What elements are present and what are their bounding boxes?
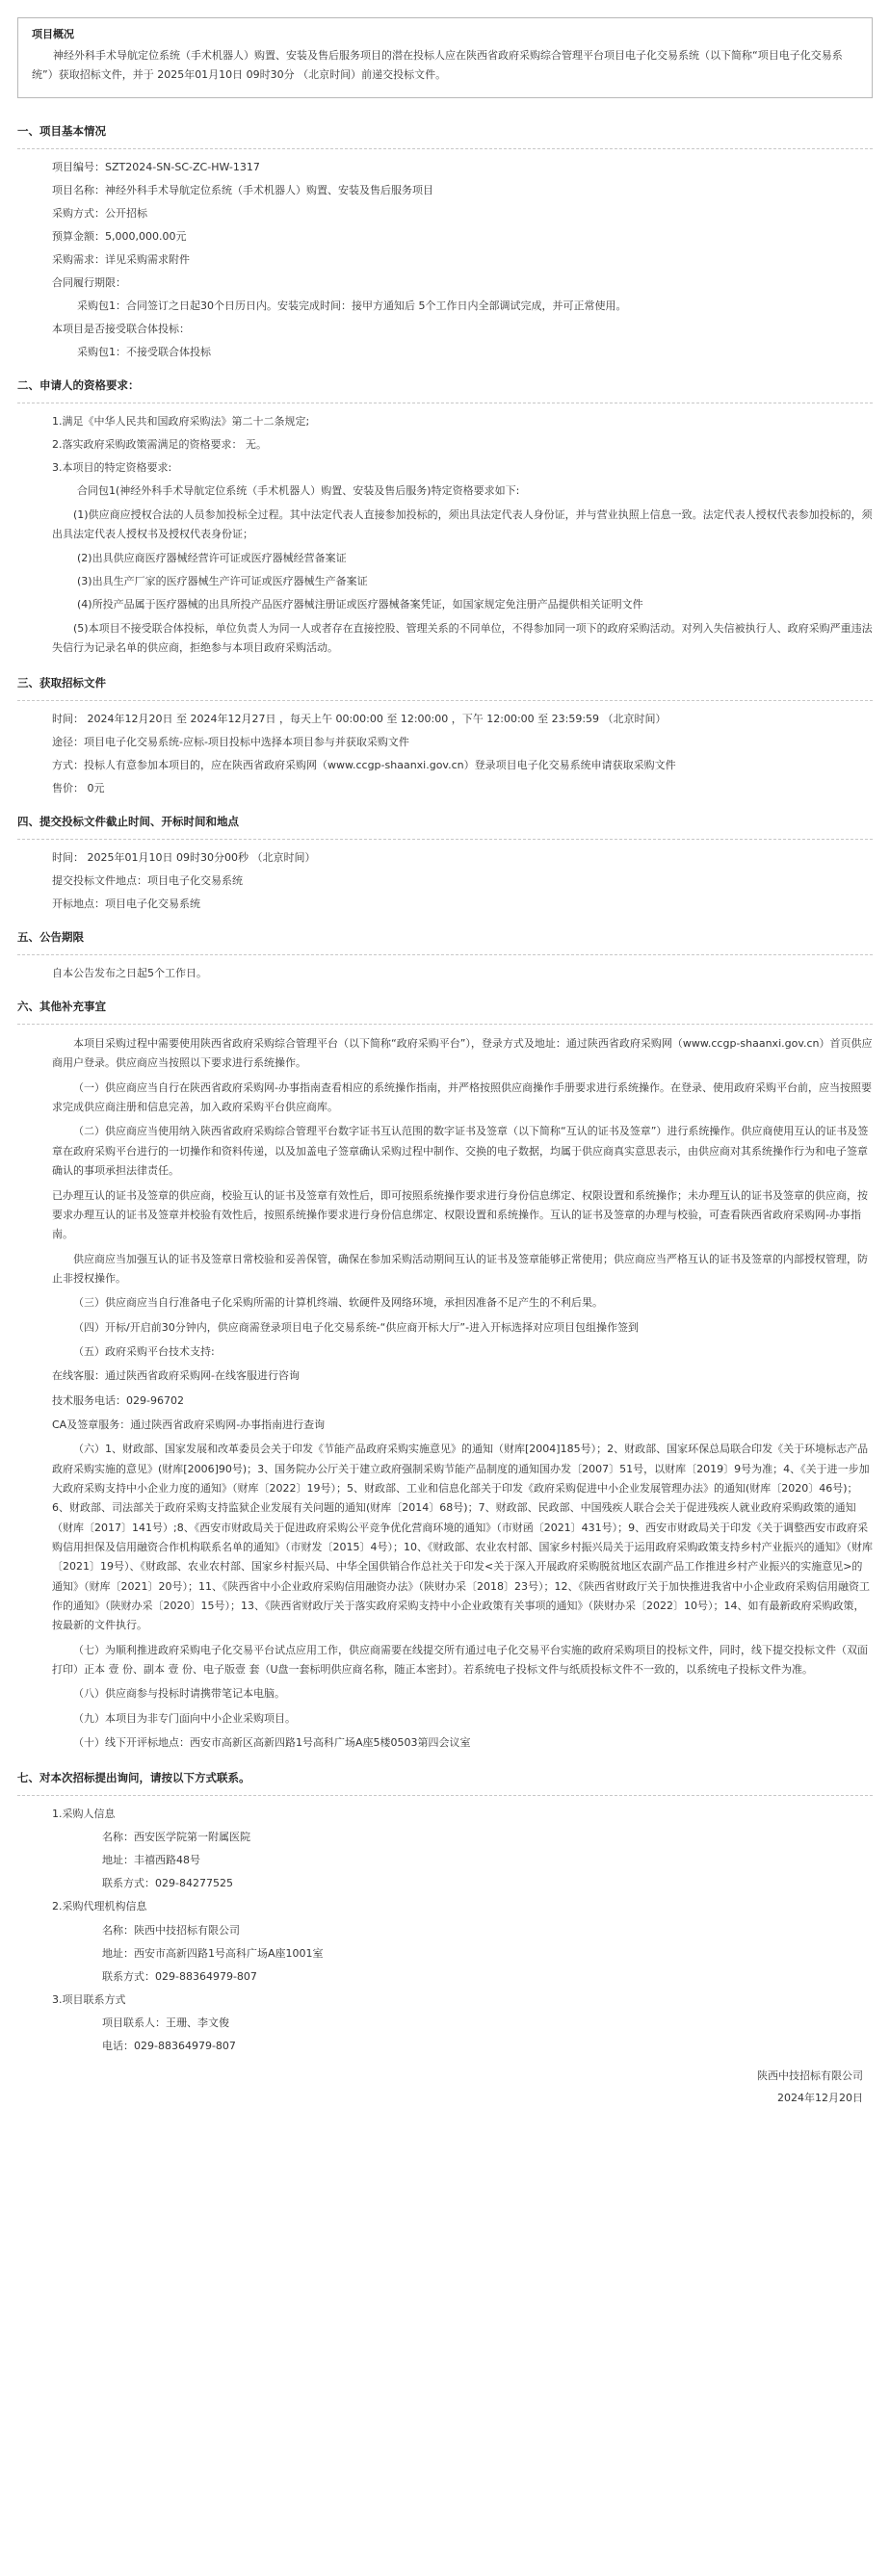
section-deadline bbox=[17, 810, 873, 912]
budget-amount: 预算金额：5,000,000.00元 bbox=[52, 229, 187, 243]
supplementary-paragraph: 已办理互认的证书及签章的供应商，校验互认的证书及签章有效性后，即可按照系统操作要求进行身份信息绑定、权限设置和系统操作；未办理互认的证书及签章的供应商，按要求办理互认的证书及签章并校验有效性后，按照系统操作要求进行身份信息绑定、权限设置和系统操作。互认的证书及签章的办理与校验，可查看陕西省政府采购网-办事指南。 bbox=[52, 1188, 868, 1241]
consortium-label: 本项目是否接受联合体投标： bbox=[52, 322, 190, 335]
section-qualifications bbox=[17, 374, 873, 659]
section-notice-period bbox=[17, 925, 873, 981]
section-heading: 四、提交投标文件截止时间、开标时间和地点 bbox=[17, 810, 873, 840]
supplementary-paragraph: （三）供应商应当自行准备电子化采购所需的计算机终端、软硬件及网络环境，承担因准备不足产生的不利后果。 bbox=[73, 1296, 603, 1310]
ca-signature-service: CA及签章服务：通过陕西省政府采购网-办事指南进行查询 bbox=[52, 1418, 326, 1431]
supplementary-paragraph: （八）供应商参与投标时请携带笔记本电脑。 bbox=[73, 1687, 285, 1701]
package-requirements-intro: 合同包1(神经外科手术导航定位系统（手术机器人）购置、安装及售后服务)特定资格要求如下: bbox=[77, 483, 520, 497]
requirement-item: (5)本项目不接受联合体投标，单位负责人为同一人或者存在直接控股、管理关系的不同单位，不得参加同一项下的政府采购活动。对列入失信被执行人、政府采购严重违法失信行为记录名单的供应商，拒绝参与本项目政府采购活动。 bbox=[52, 621, 873, 655]
tech-support-phone: 技术服务电话：029-96702 bbox=[52, 1393, 184, 1407]
section-basic-info bbox=[17, 119, 873, 360]
obtain-time: 时间： 2024年12月20日 至 2024年12月27日 ，每天上午 00:00:00 至 12:00:00 ，下午 12:00:00 至 23:59:59 （北京时间） bbox=[52, 713, 667, 726]
contract-term-value: 采购包1：合同签订之日起30个日历日内。安装完成时间：接甲方通知后 5个工作日内全部调试完成，并可正常使用。 bbox=[77, 299, 627, 312]
obtain-method: 方式：投标人有意参加本项目的，应在陕西省政府采购网（www.ccgp-shaanxi.gov.cn）登录项目电子化交易系统申请获取采购文件 bbox=[52, 759, 676, 772]
section-heading: 一、项目基本情况 bbox=[17, 119, 873, 149]
section-heading: 五、公告期限 bbox=[17, 925, 873, 955]
obtain-channel: 途径：项目电子化交易系统-应标-项目投标中选择本项目参与并获取采购文件 bbox=[52, 736, 409, 749]
opening-location: 开标地点：项目电子化交易系统 bbox=[52, 898, 200, 911]
overview-title: 项目概况 bbox=[32, 28, 74, 40]
signature-date: 2024年12月20日 bbox=[777, 2091, 863, 2104]
agency-phone: 联系方式：029-88364979-807 bbox=[102, 1969, 257, 1983]
consortium-value: 采购包1：不接受联合体投标 bbox=[77, 345, 211, 358]
supplementary-paragraph: （五）政府采购平台技术支持: bbox=[73, 1344, 215, 1358]
requirement-item: (3)出具生产厂家的医疗器械生产许可证或医疗器械生产备案证 bbox=[77, 574, 368, 587]
section-obtain-documents bbox=[17, 671, 873, 796]
supplementary-paragraph: （十）线下开评标地点：西安市高新区高新四路1号高科广场A座5楼0503第四会议室 bbox=[73, 1736, 471, 1750]
section-heading: 六、其他补充事宜 bbox=[17, 995, 873, 1025]
agency-title: 2.采购代理机构信息 bbox=[52, 1900, 147, 1913]
supplementary-paragraph: 供应商应当加强互认的证书及签章日常校验和妥善保管，确保在参加采购活动期间互认的证书及签章能够正常使用；供应商应当严格互认的证书及签章的内部授权管理，防止非授权操作。 bbox=[52, 1252, 868, 1285]
section-supplementary bbox=[17, 995, 873, 1753]
supplementary-paragraph: （二）供应商应当使用纳入陕西省政府采购综合管理平台数字证书互认范围的数字证书及签章（以下简称“互认的证书及签章”）进行系统操作。供应商使用互认的证书及签章在政府采购平台进行的一切操作和资料传递，以及加盖电子签章确认采购过程中制作、交换的电子数据，均属于供应商真实意思表示，由供应商对其系统操作行为和电子签章确认的事项承担法律责任。 bbox=[52, 1125, 869, 1178]
supplementary-paragraph: （一）供应商应当自行在陕西省政府采购网-办事指南查看相应的系统操作指南，并严格按照供应商操作手册要求进行系统操作。在登录、使用政府采购平台前，应当按照要求完成供应商注册和信息完善，加入政府采购平台供应商库。 bbox=[52, 1080, 872, 1114]
qualification-item: 2.落实政府采购政策需满足的资格要求： 无。 bbox=[52, 437, 267, 451]
buyer-name: 名称：西安医学院第一附属医院 bbox=[102, 1831, 250, 1844]
qualification-item: 1.满足《中华人民共和国政府采购法》第二十二条规定; bbox=[52, 414, 310, 428]
supplementary-paragraph: 本项目采购过程中需要使用陕西省政府采购综合管理平台（以下简称“政府采购平台”），登录方式及地址：通过陕西省政府采购网（www.ccgp-shaanxi.gov.cn）首页供应商用户登录。供应商应当按照以下要求进行系统操作。 bbox=[52, 1037, 873, 1070]
requirement-item: (2)出具供应商医疗器械经营许可证或医疗器械经营备案证 bbox=[77, 551, 347, 564]
procurement-requirements: 采购需求：详见采购需求附件 bbox=[52, 252, 190, 266]
section-contacts bbox=[17, 1766, 873, 2053]
contact-title: 3.项目联系方式 bbox=[52, 1992, 126, 2006]
contract-term-label: 合同履行期限： bbox=[52, 275, 126, 289]
agency-address: 地址：西安市高新四路1号高科广场A座1001室 bbox=[102, 1946, 324, 1960]
buyer-phone: 联系方式：029-84277525 bbox=[102, 1877, 233, 1890]
supplementary-paragraph: （九）本项目为非专门面向中小企业采购项目。 bbox=[73, 1711, 296, 1725]
section-heading: 七、对本次招标提出询问，请按以下方式联系。 bbox=[17, 1766, 873, 1796]
contact-phone: 电话：029-88364979-807 bbox=[102, 2039, 236, 2052]
contact-people: 项目联系人：王珊、李文俊 bbox=[102, 2016, 229, 2029]
policy-references: （六）1、财政部、国家发展和改革委员会关于印发《节能产品政府采购实施意见》的通知（财库[2004]185号）；2、财政部、国家环保总局联合印发《关于环境标志产品政府采购实施的意见》(财库[2006]90号)；3、国务院办公厅关于建立政府强制采购节能产品制度的通知国办发〔2007〕51号，以财库〔2019〕9号为准；4、《关于进一步加大政府采购支持中小企业力度的通知》（财库〔2022〕19号）；5、财政部、工业和信息化部关于印发《政府采购促进中小企业发展管理办法》的通知(财库〔2020〕46号)；6、财政部、司法部关于政府采购支持监狱企业发展有关问题的通知(财库〔2014〕68号)；7、财政部、民政部、中国残疾人联合会关于促进残疾人就业政府采购政策的通知（财库〔2017〕141号）;8、《西安市财政局关于促进政府采购公平竞争优化营商环境的通知》（市财函〔2021〕431号）；9、西安市财政局关于印发《关于调整西安市政府采购信用担保及信用融资合作机构联系名单的通知》（市财发〔2015〕4号）；10、《财政部、农业农村部、国家乡村振兴局关于运用政府采购政策支持乡村产业振兴的通知》（财库〔2021〕19号）、《财政部、农业农村部、国家乡村振兴局、中华全国供销合作总社关于印发<关于深入开展政府采购脱贫地区农副产品工作推进乡村产业振兴的实施意见>的通知》（财库〔2021〕20号）；11、《陕西省中小企业政府采购信用融资办法》（陕财办采〔2018〕23号）；12、《陕西省财政厅关于加快推进我省中小企业政府采购信用融资工作的通知》（陕财办采〔2020〕15号）；13、《陕西省财政厅关于落实政府采购支持中小企业政策有关事项的通知》（陕财办采〔2022〕10号）；14、如有最新政府采购政策，按最新的文件执行。 bbox=[52, 1443, 873, 1632]
submission-location: 提交投标文件地点：项目电子化交易系统 bbox=[52, 874, 243, 888]
section-heading: 三、获取招标文件 bbox=[17, 671, 873, 701]
qualification-item: 3.本项目的特定资格要求: bbox=[52, 460, 172, 474]
online-support: 在线客服：通过陕西省政府采购网-在线客服进行咨询 bbox=[52, 1369, 300, 1383]
signature-block bbox=[17, 2068, 873, 2106]
section-heading: 二、申请人的资格要求： bbox=[17, 374, 873, 403]
project-overview-box bbox=[17, 17, 873, 98]
project-number: 项目编号：SZT2024-SN-SC-ZC-HW-1317 bbox=[52, 160, 260, 173]
buyer-address: 地址：丰禧西路48号 bbox=[102, 1854, 200, 1867]
agency-name: 名称：陕西中技招标有限公司 bbox=[102, 1923, 240, 1937]
notice-period-text: 自本公告发布之日起5个工作日。 bbox=[52, 967, 207, 980]
requirement-item: (4)所投产品属于医疗器械的出具所投产品医疗器械注册证或医疗器械备案凭证，如国家规定免注册产品提供相关证明文件 bbox=[77, 597, 643, 611]
deadline-time: 时间： 2025年01月10日 09时30分00秒 （北京时间） bbox=[52, 851, 316, 865]
signature-org: 陕西中技招标有限公司 bbox=[757, 2069, 863, 2082]
buyer-title: 1.采购人信息 bbox=[52, 1808, 116, 1821]
procurement-method: 采购方式：公开招标 bbox=[52, 206, 147, 220]
project-name: 项目名称：神经外科手术导航定位系统（手术机器人）购置、安装及售后服务项目 bbox=[52, 183, 433, 196]
supplementary-paragraph: （七）为顺利推进政府采购电子化交易平台试点应用工作，供应商需要在线提交所有通过电子化交易平台实施的政府采购项目的投标文件，同时，线下提交投标文件（双面打印）正本 壹 份、副本 壹 份、电子版壹 套（U盘一套标明供应商名称，随正本密封）。若系统电子投标文件与纸质投标文件不一致的，以系统电子投标文件为准。 bbox=[52, 1643, 868, 1677]
requirement-item: (1)供应商应授权合法的人员参加投标全过程。其中法定代表人直接参加投标的，须出具法定代表人身份证，并与营业执照上信息一致。法定代表人授权代表参加投标的，须出具法定代表人授权书及授权代表身份证； bbox=[52, 507, 873, 541]
overview-text: 神经外科手术导航定位系统（手术机器人）购置、安装及售后服务项目的潜在投标人应在陕西省政府采购综合管理平台项目电子化交易系统（以下简称“项目电子化交易系统”）获取招标文件，并于 2025年01月10日 09时30分 （北京时间）前递交投标文件。 bbox=[32, 49, 843, 82]
document-price: 售价： 0元 bbox=[52, 782, 105, 795]
supplementary-paragraph: （四）开标/开启前30分钟内，供应商需登录项目电子化交易系统-“供应商开标大厅”-进入开标选择对应项目包组操作签到 bbox=[73, 1320, 640, 1334]
